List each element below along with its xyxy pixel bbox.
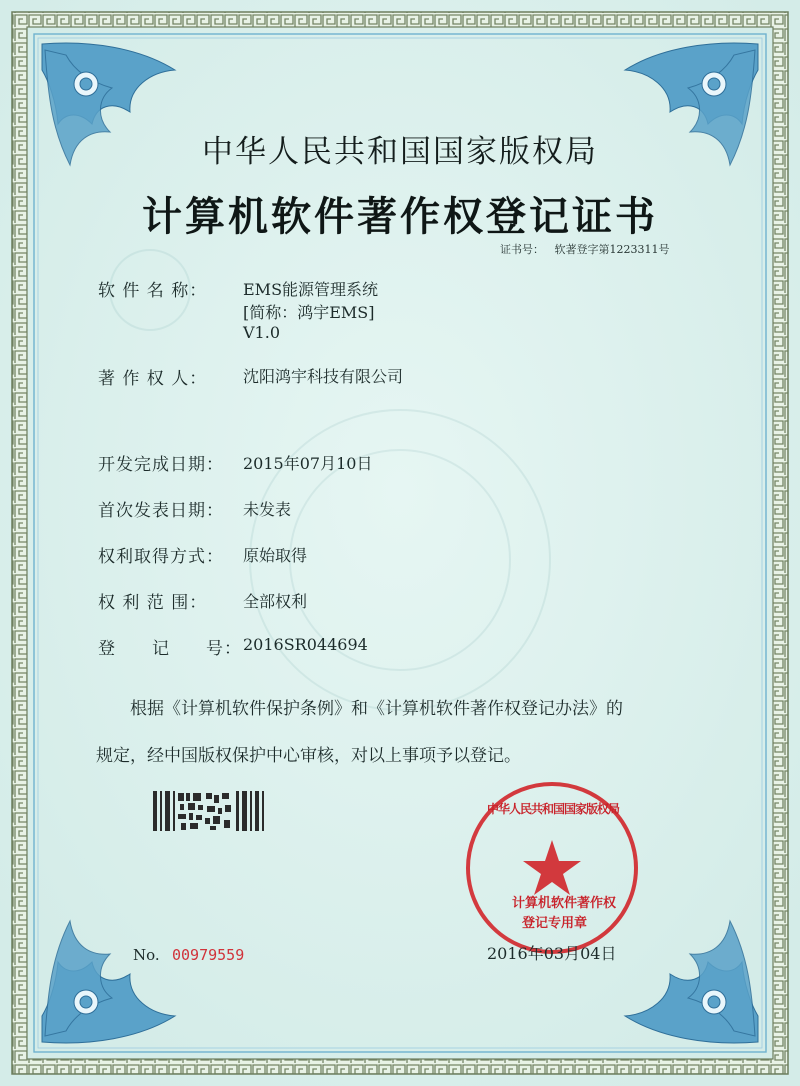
statement-line-1: 根据《计算机软件保护条例》和《计算机软件著作权登记办法》的 xyxy=(130,699,623,719)
certificate-number-label: 证书号： xyxy=(500,243,544,256)
completion-date-label: 开发完成日期： xyxy=(98,455,224,475)
completion-date: 2015年07月10日 xyxy=(243,454,373,473)
registration-number: 2016SR044694 xyxy=(243,635,368,654)
statement-line-2: 规定，经中国版权保护中心审核，对以上事项予以登记。 xyxy=(96,746,521,766)
registration-number-label: 登 记 号： xyxy=(98,639,242,659)
copyright-owner-label: 著 作 权 人： xyxy=(98,369,208,389)
publish-date-label: 首次发表日期： xyxy=(98,501,224,521)
publish-date: 未发表 xyxy=(243,500,292,519)
rights-scope-label: 权 利 范 围： xyxy=(98,593,208,613)
software-name-label: 软 件 名 称： xyxy=(98,281,208,301)
seal-text-line-2: 登记专用章 xyxy=(522,916,588,931)
seal-outer-text: 中华人民共和国国家版权局 xyxy=(487,802,620,816)
certificate-title: 计算机软件著作权登记证书 xyxy=(142,193,658,240)
serial-number-label: No. xyxy=(133,946,160,964)
seal-text-line-1: 计算机软件著作权 xyxy=(512,896,617,911)
acquire-method: 原始取得 xyxy=(243,546,308,565)
software-version: V1.0 xyxy=(243,323,280,342)
software-short-name: [简称：鸿宇EMS] xyxy=(243,303,375,322)
issue-date: 2016年03月04日 xyxy=(487,944,617,963)
serial-number: 00979559 xyxy=(172,946,245,964)
issuing-organization: 中华人民共和国国家版权局 xyxy=(202,134,598,170)
certificate-number-value: 软著登字第1223311号 xyxy=(554,243,670,256)
certificate-number xyxy=(500,241,670,257)
rights-scope: 全部权利 xyxy=(243,592,308,611)
acquire-method-label: 权利取得方式： xyxy=(98,547,224,567)
copyright-owner: 沈阳鸿宇科技有限公司 xyxy=(243,367,404,386)
software-name: EMS能源管理系统 xyxy=(243,280,379,299)
